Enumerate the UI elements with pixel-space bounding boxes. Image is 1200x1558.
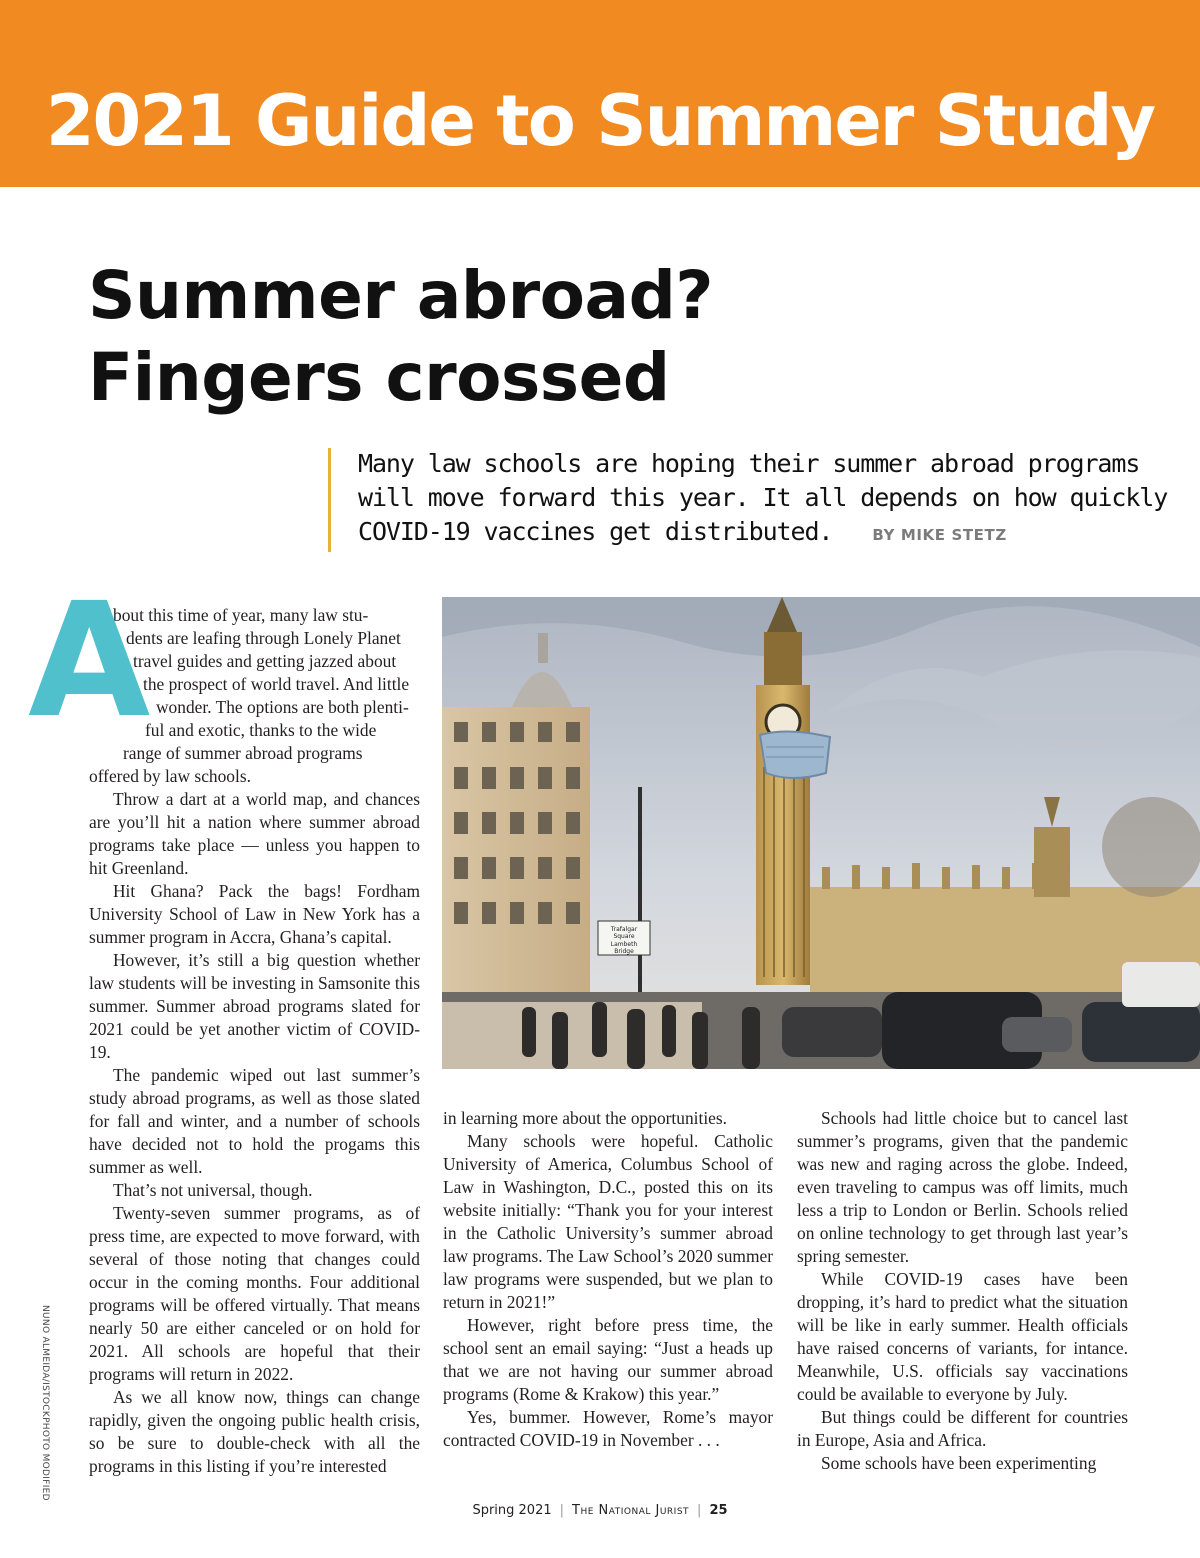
paragraph: dents are leafing through Lonely Planet [126,628,401,648]
paragraph: in learning more about the opportunities. [443,1108,727,1128]
sign-text: Bridge [614,948,634,955]
page-footer [0,1503,1200,1518]
sign-text: Square [613,933,635,940]
paragraph: Some schools have been experimenting [821,1453,1097,1473]
banner-title: 2021 Guide to Summer Study [45,80,1155,162]
drop-cap: A [28,569,151,753]
body-column-2 [443,1107,773,1452]
paragraph: the prospect of world travel. And little [143,674,410,694]
paragraph: While COVID-19 cases have been dropping, it’s hard to predict what the situation will be like in early summer. Health officials have raised concerns of variants, for intance. Meanwhile, U.S. officials say vaccinations could be available to everyone by July. [797,1269,1128,1404]
dek-line-1: Many law schools are hoping their summer abroad programs [358,449,1140,478]
article-headline [88,255,988,419]
paragraph: wonder. The options are both plenti- [156,697,409,717]
sign-text: Trafalgar [610,926,638,933]
photo-credit: NUNO ALMEIDA/ISTOCKPHOTO MODIFIED [40,1305,50,1501]
paragraph: Hit Ghana? Pack the bags! Fordham University School of Law in New York has a summer program in Accra, Ghana’s capital. [89,881,420,947]
paragraph: Yes, bummer. However, Rome’s mayor contracted COVID-19 in November . . . [443,1407,773,1450]
paragraph: But things could be different for countries in Europe, Asia and Africa. [797,1407,1128,1450]
paragraph: bout this time of year, many law stu- [113,605,369,625]
paragraph: travel guides and getting jazzed about [133,651,397,671]
headline-line-1: Summer abroad? [88,257,714,334]
paragraph: range of summer abroad programs [123,743,363,763]
big-ben-photo [442,597,1200,1069]
body-column-3 [797,1107,1128,1475]
london-street-illustration [442,597,1200,1069]
body-column-1 [89,604,420,1478]
paragraph: Schools had little choice but to cancel last summer’s programs, given that the pandemic was new and raging across the globe. Indeed, even traveling to campus was off limits, much less a trip to London or Berlin. Schools relied on online technology to get through last year’s spring semester. [797,1108,1128,1266]
paragraph: Throw a dart at a world map, and chances are you’ll hit a nation where summer abroad programs take place — unless you happen to hit Greenland. [89,789,420,878]
dek-line-2: will move forward this year. It all depends on how quickly [358,483,1168,512]
byline: BY MIKE STETZ [872,526,1007,544]
footer-separator: | [559,1503,565,1518]
paragraph: However, it’s still a big question whether law students will be investing in Samsonite this summer. Summer abroad programs slated for 2021 could be yet another victim of COVID-19. [89,950,420,1062]
paragraph: Twenty-seven summer programs, as of press time, are expected to move forward, with several of those noting that changes could occur in the coming months. Four additional programs will be offered virtually. That means nearly 50 are either canceled or on hold for 2021. All schools are hopeful that their programs will return in 2022. [89,1203,420,1384]
paragraph: However, right before press time, the school sent an email saying: “Just a heads up that we are not having our summer abroad programs (Rome & Krakow) this year.” [443,1315,773,1404]
article-dek [358,447,1168,552]
footer-page-number: 25 [709,1503,728,1518]
footer-separator: | [697,1503,702,1518]
paragraph: The pandemic wiped out last summer’s study abroad programs, as well as those slated for fall and winter, and a number of schools have decided not to hold the progams this summer as well. [89,1065,420,1177]
headline-line-2: Fingers crossed [88,339,670,416]
sign-text: Lambeth [610,941,638,948]
footer-issue: Spring 2021 [472,1503,552,1518]
dek-line-3-text: COVID-19 vaccines get distributed. [358,517,833,546]
paragraph: Many schools were hopeful. Catholic University of America, Columbus School of Law in Washington, D.C., posted this on its website initially: “Thank you for your interest in the Catholic University’s summer abroad law programs. The Law School’s 2020 summer law programs were suspended, but we plan to return in 2021!” [443,1131,773,1312]
dek-line-3 [358,515,1158,552]
paragraph: As we all know now, things can change rapidly, given the ongoing public health crisis, so be sure to double-check with all the programs in this listing if you’re interested [89,1387,420,1476]
dek-rule [328,448,331,552]
section-banner [0,0,1200,187]
paragraph: ful and exotic, thanks to the wide [145,720,377,740]
paragraph: That’s not universal, though. [113,1180,313,1200]
paragraph: offered by law schools. [89,766,251,786]
footer-magazine: The National Jurist [572,1503,690,1518]
